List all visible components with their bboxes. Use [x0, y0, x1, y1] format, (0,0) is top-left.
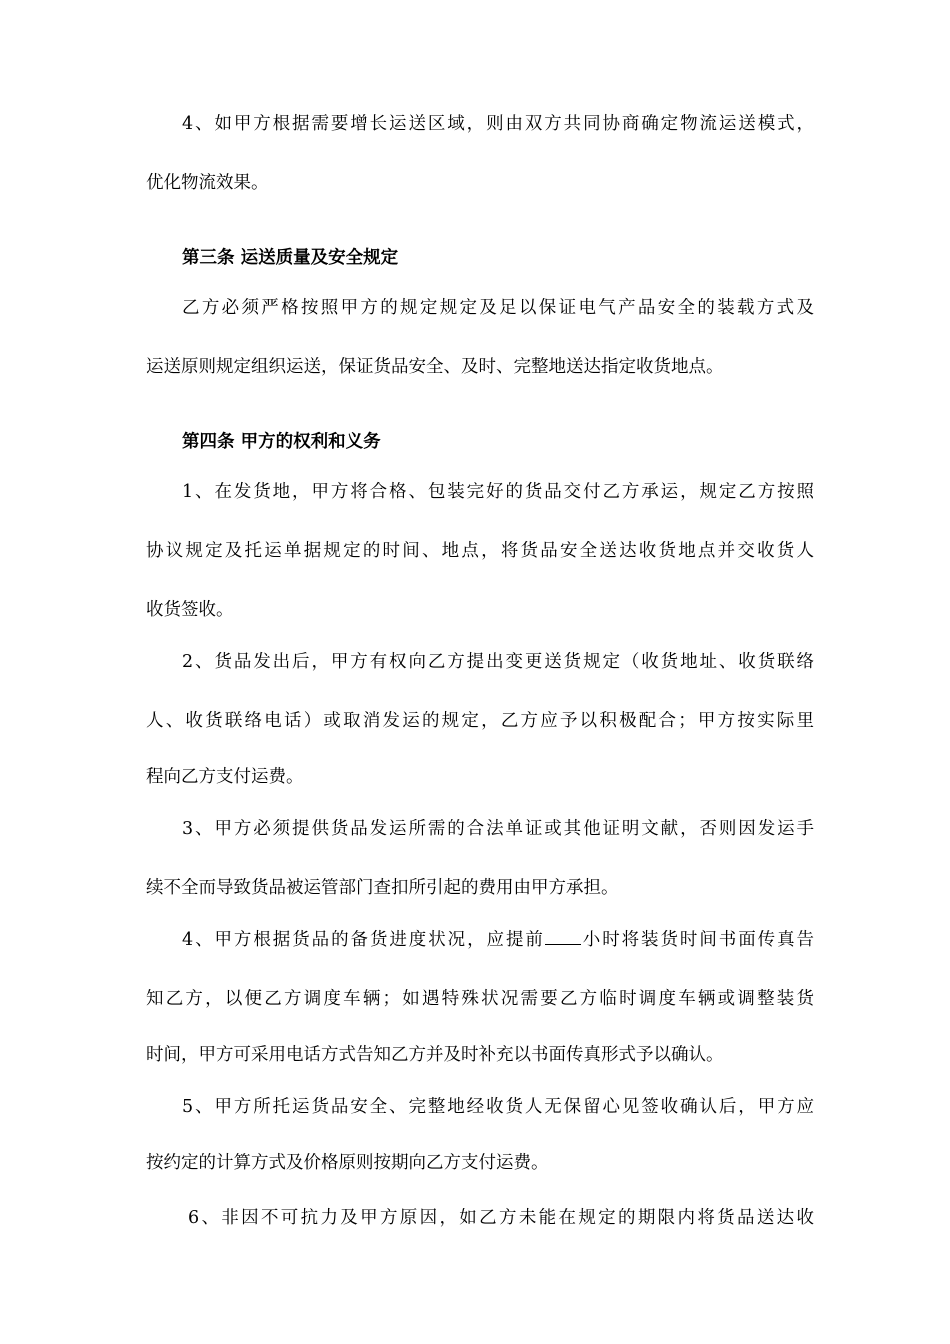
- clause4-item5-line1: 5、甲方所托运货品安全、完整地经收货人无保留心见签收确认后，甲方应: [182, 1097, 814, 1117]
- clause4-item5-line2: 按约定的计算方式及价格原则按期向乙方支付运费。: [146, 1153, 549, 1173]
- clause4-item4-line1-end: 小时将装货时间书面传真告: [580, 930, 814, 950]
- clause4-item1-line3: 收货签收。: [146, 600, 234, 620]
- clause3-line2: 运送原则规定组织运送，保证货品安全、及时、完整地送达指定收货地点。: [146, 357, 724, 377]
- clause4-item4-line2: 知乙方，以便乙方调度车辆；如遇特殊状况需要乙方临时调度车辆或调整装货: [146, 989, 814, 1009]
- clause4-item3-line1: 3、甲方必须提供货品发运所需的合法单证或其他证明文献，否则因发运手: [182, 819, 814, 839]
- clause4-item2-line3: 程向乙方支付运费。: [146, 767, 304, 787]
- clause4-item1-line1: 1、在发货地，甲方将合格、包装完好的货品交付乙方承运，规定乙方按照: [182, 482, 814, 502]
- clause4-item1-line2: 协议规定及托运单据规定的时间、地点，将货品安全送达收货地点并交收货人: [146, 541, 814, 561]
- clause4-item6-line1: 6、非因不可抗力及甲方原因，如乙方未能在规定的期限内将货品送达收: [188, 1208, 814, 1228]
- clause2-item4-line1: 4、如甲方根据需要增长运送区域，则由双方共同协商确定物流运送模式，: [182, 114, 814, 134]
- clause4-item4-line3: 时间，甲方可采用电话方式告知乙方并及时补充以书面传真形式予以确认。: [146, 1045, 724, 1065]
- clause3-line1: 乙方必须严格按照甲方的规定规定及足以保证电气产品安全的装载方式及: [182, 298, 814, 318]
- clause4-item4-line1: [182, 928, 814, 952]
- clause4-item3-line2: 续不全而导致货品被运管部门查扣所引起的费用由甲方承担。: [146, 878, 619, 898]
- clause4-heading: 第四条 甲方的权利和义务: [182, 432, 381, 452]
- clause2-item4-line2: 优化物流效果。: [146, 173, 269, 193]
- clause4-item2-line2: 人、收货联络电话）或取消发运的规定，乙方应予以积极配合；甲方按实际里: [146, 711, 814, 731]
- clause4-item4-line1-start: 4、甲方根据货品的备货进度状况，应提前: [182, 930, 545, 950]
- hours-blank: [545, 930, 581, 945]
- clause3-heading: 第三条 运送质量及安全规定: [182, 248, 399, 268]
- clause4-item2-line1: 2、货品发出后，甲方有权向乙方提出变更送货规定（收货地址、收货联络: [182, 652, 814, 672]
